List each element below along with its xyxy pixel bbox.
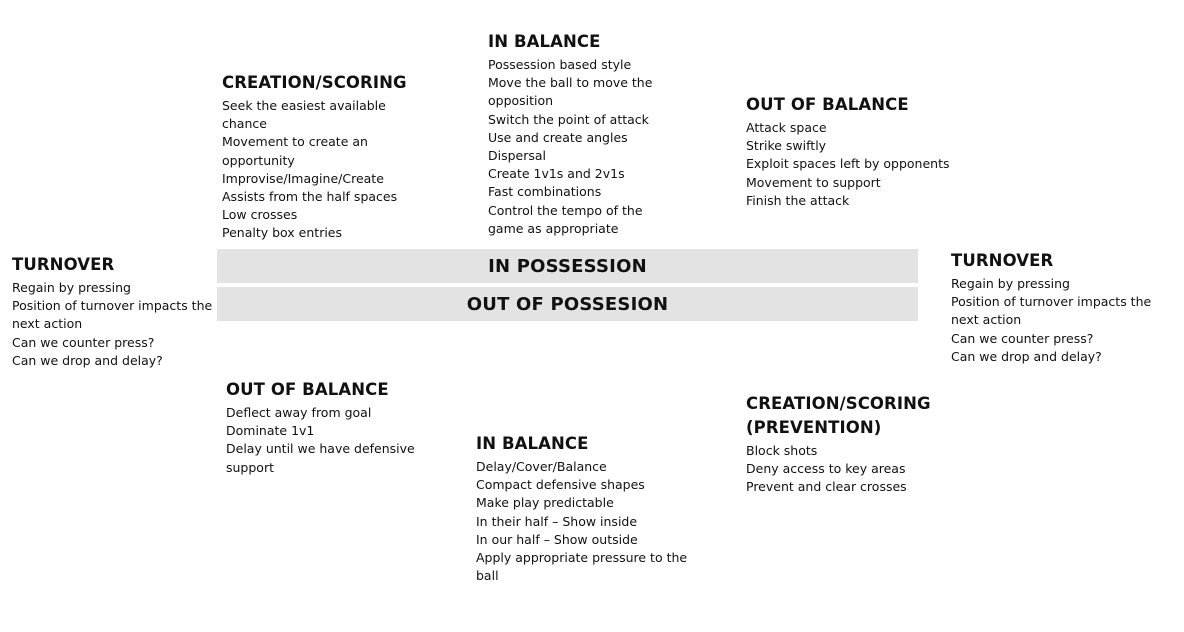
list-item: Prevent and clear crosses [746,479,907,495]
list-item: Deny access to key areas [746,461,906,477]
list-item: chance [222,116,267,132]
list-item: Apply appropriate pressure to the [476,550,688,566]
list-item: In their half – Show inside [476,513,638,529]
list-item: Fast combinations [488,184,602,200]
list-item: Control the tempo of the [488,202,643,218]
list-item: Can we drop and delay? [12,352,163,368]
list-item: Penalty box entries [222,225,343,241]
out-of-possession-bar [217,287,918,321]
list-item: Low crosses [222,207,298,223]
list-item: Can we counter press? [951,330,1094,346]
block-title: CREATION/SCORING [222,73,407,92]
out-of-balance-attack-block [746,93,950,210]
creation-scoring-prevention-block [746,392,931,497]
list-item: Assists from the half spaces [222,189,398,205]
list-item: Block shots [746,443,818,458]
list-item: game as appropriate [488,220,619,236]
in-balance-attack-block [488,30,652,238]
block-title: OUT OF BALANCE [226,380,389,399]
creation-scoring-attack-block [222,71,407,243]
list-item: Delay until we have defensive [226,441,415,457]
list-item: Exploit spaces left by opponents [746,156,950,172]
list-item: Position of turnover impacts the [12,298,213,314]
list-item: Finish the attack [746,192,850,208]
list-item: Position of turnover impacts the [951,294,1152,310]
block-title: OUT OF BALANCE [746,95,909,114]
block-title [746,392,931,440]
out-of-possession-label: OUT OF POSSESION [466,293,669,315]
turnover-left-block [12,253,212,370]
list-item: Attack space [746,120,827,135]
list-item: In our half – Show outside [476,531,638,547]
list-item: opposition [488,93,554,109]
list-item: next action [951,312,1022,328]
block-title: TURNOVER [12,255,115,274]
list-item: Regain by pressing [951,276,1070,291]
list-item: Strike swiftly [746,138,827,154]
in-possession-label: IN POSSESSION [488,255,647,277]
list-item: Dominate 1v1 [226,423,315,439]
block-title-line-2: (PREVENTION) [746,418,882,437]
block-title: IN BALANCE [476,434,589,453]
out-of-balance-defense-block [226,378,415,477]
block-title: IN BALANCE [488,32,601,51]
list-item: Make play predictable [476,495,614,511]
list-item: Can we counter press? [12,334,155,350]
list-item: Switch the point of attack [488,111,649,127]
in-balance-defense-block [476,432,687,585]
block-title-line-1: CREATION/SCORING [746,394,931,413]
list-item: Regain by pressing [12,280,131,295]
turnover-right-block [951,249,1151,366]
list-item: Delay/Cover/Balance [476,459,607,474]
list-item: Dispersal [488,148,547,164]
list-item: Can we drop and delay? [951,348,1102,364]
list-item: Movement to create an [222,134,368,150]
list-item: Use and create angles [488,129,628,145]
in-possession-bar [217,249,918,283]
list-item: Move the ball to move the [488,75,653,91]
list-item: Deflect away from goal [226,405,372,420]
list-item: opportunity [222,152,295,168]
list-item: ball [476,568,499,584]
list-item: Create 1v1s and 2v1s [488,166,625,182]
list-item: Seek the easiest available [222,98,386,113]
list-item: Improvise/Imagine/Create [222,170,384,186]
list-item: Compact defensive shapes [476,477,645,493]
block-title: TURNOVER [951,251,1054,270]
list-item: Movement to support [746,174,881,190]
list-item: support [226,459,274,475]
list-item: Possession based style [488,57,632,72]
list-item: next action [12,316,83,332]
